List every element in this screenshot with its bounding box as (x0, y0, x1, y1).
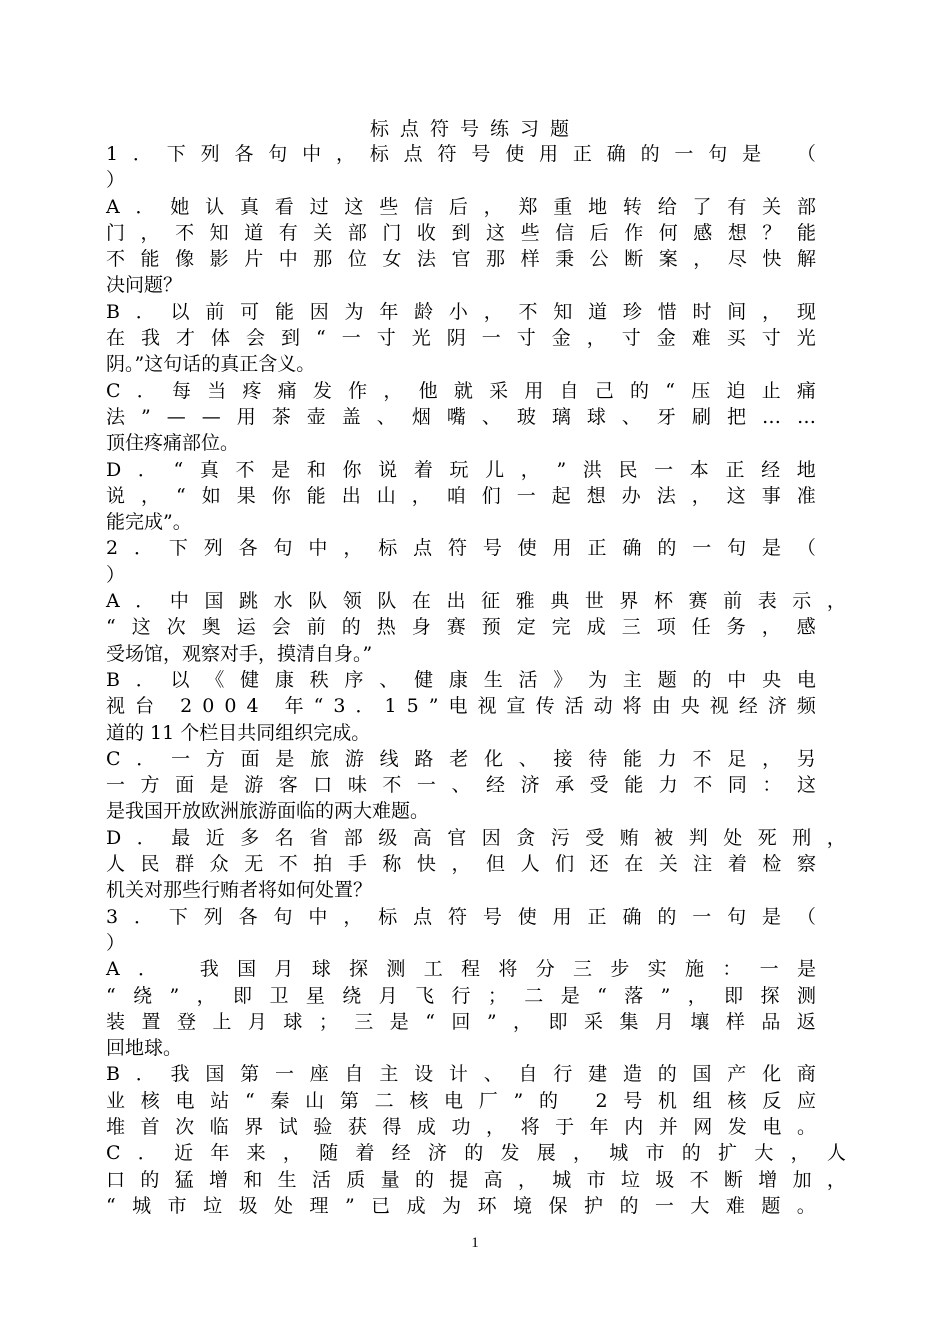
text-line: 能完成”。 (106, 511, 192, 534)
text-line: ） (106, 169, 126, 192)
text-line: “ 这 次 奥 运 会 前 的 热 身 赛 预 定 完 成 三 项 任 务 ， 感 (106, 616, 816, 639)
text-line: 是我国开放欧洲旅游面临的两大难题。 (106, 800, 430, 823)
question-text (106, 141, 846, 1219)
text-line: C ． 每 当 疼 痛 发 作 ， 他 就 采 用 自 己 的 “ 压 迫 止 痛 (106, 379, 816, 402)
text-line: ） (106, 931, 126, 954)
text-line: A ． 中 国 跳 水 队 领 队 在 出 征 雅 典 世 界 杯 赛 前 表 示 ， (106, 590, 846, 613)
text-line: 说 ， “ 如 果 你 能 出 山 ， 咱 们 一 起 想 办 法 ， 这 事 准 (106, 484, 816, 507)
text-line: 法 ” — — 用 茶 壶 盖 、 烟 嘴 、 玻 璃 球 、 牙 刷 把 … … (106, 405, 816, 428)
text-line: 装 置 登 上 月 球 ； 三 是 “ 回 ” ， 即 采 集 月 壤 样 品 返 (106, 1010, 816, 1033)
text-line: 回地球。 (106, 1037, 183, 1060)
text-line: A ． 她 认 真 看 过 这 些 信 后 ， 郑 重 地 转 给 了 有 关 部 (106, 195, 816, 218)
text-line: “ 绕 ” ， 即 卫 星 绕 月 飞 行 ； 二 是 “ 落 ” ， 即 探 测 (106, 984, 816, 1007)
text-line: D ． “ 真 不 是 和 你 说 着 玩 儿 ， ” 洪 民 一 本 正 经 地 (106, 458, 816, 481)
text-line: C ． 一 方 面 是 旅 游 线 路 老 化 、 接 待 能 力 不 足 ， 另 (106, 747, 816, 770)
text-line: 视 台 2 0 0 4 年 “ 3 ． 1 5 ” 电 视 宣 传 活 动 将 由 央 视 经 济 频 (106, 695, 816, 718)
text-line: 业 核 电 站 “ 秦 山 第 二 核 电 厂 ” 的 2 号 机 组 核 反 应 (106, 1089, 816, 1112)
text-line: 道的 11 个栏目共同组织完成。 (106, 721, 371, 744)
text-line: 顶住疼痛部位。 (106, 432, 240, 455)
text-line: 2 ． 下 列 各 句 中 ， 标 点 符 号 使 用 正 确 的 一 句 是 （ (106, 537, 816, 560)
text-line: 不 能 像 影 片 中 那 位 女 法 官 那 样 秉 公 断 案 ， 尽 快 解 (106, 248, 816, 271)
text-line: D ． 最 近 多 名 省 部 级 高 官 因 贪 污 受 贿 被 判 处 死 刑 ， (106, 826, 846, 849)
text-line: 机关对那些行贿者将如何处置？ (106, 879, 373, 902)
text-line: B ． 我 国 第 一 座 自 主 设 计 、 自 行 建 造 的 国 产 化 商 (106, 1063, 816, 1086)
text-line: 堆 首 次 临 界 试 验 获 得 成 功 ， 将 于 年 内 并 网 发 电 。 (106, 1115, 816, 1138)
text-line: 门 ， 不 知 道 有 关 部 门 收 到 这 些 信 后 作 何 感 想 ？ 能 (106, 221, 816, 244)
text-line: 人 民 群 众 无 不 拍 手 称 快 ， 但 人 们 还 在 关 注 着 检 察 (106, 853, 816, 876)
text-line: B ． 以 前 可 能 因 为 年 龄 小 ， 不 知 道 珍 惜 时 间 ， 现 (106, 300, 816, 323)
text-line: 一 方 面 是 游 客 口 味 不 一 、 经 济 承 受 能 力 不 同 ： 这 (106, 774, 816, 797)
text-line: ） (106, 563, 126, 586)
text-line: A ． 我 国 月 球 探 测 工 程 将 分 三 步 实 施 ： 一 是 (106, 958, 816, 981)
text-line: 口 的 猛 增 和 生 活 质 量 的 提 高 ， 城 市 垃 圾 不 断 增 加 ， (106, 1168, 846, 1191)
text-line: 阴。”这句话的真正含义。 (106, 353, 316, 376)
text-line: 受场馆，观察对手，摸清自身。” (106, 642, 373, 665)
text-line: 1 ． 下 列 各 句 中 ， 标 点 符 号 使 用 正 确 的 一 句 是 （ (106, 143, 816, 165)
page-title: 标点符号练习题 (369, 118, 580, 140)
page-number: 1 (471, 1235, 479, 1251)
text-line: C ． 近 年 来 ， 随 着 经 济 的 发 展 ， 城 市 的 扩 大 ， 人 (106, 1142, 846, 1165)
text-line: B ． 以 《 健 康 秩 序 、 健 康 生 活 》 为 主 题 的 中 央 电 (106, 668, 816, 691)
text-line: 在 我 才 体 会 到 “ 一 寸 光 阴 一 寸 金 ， 寸 金 难 买 寸 光 (106, 327, 816, 350)
text-line: 3 ． 下 列 各 句 中 ， 标 点 符 号 使 用 正 确 的 一 句 是 （ (106, 905, 816, 928)
text-line: 决问题？ (106, 274, 183, 297)
text-line: “ 城 市 垃 圾 处 理 ” 已 成 为 环 境 保 护 的 一 大 难 题 。 (106, 1194, 816, 1217)
